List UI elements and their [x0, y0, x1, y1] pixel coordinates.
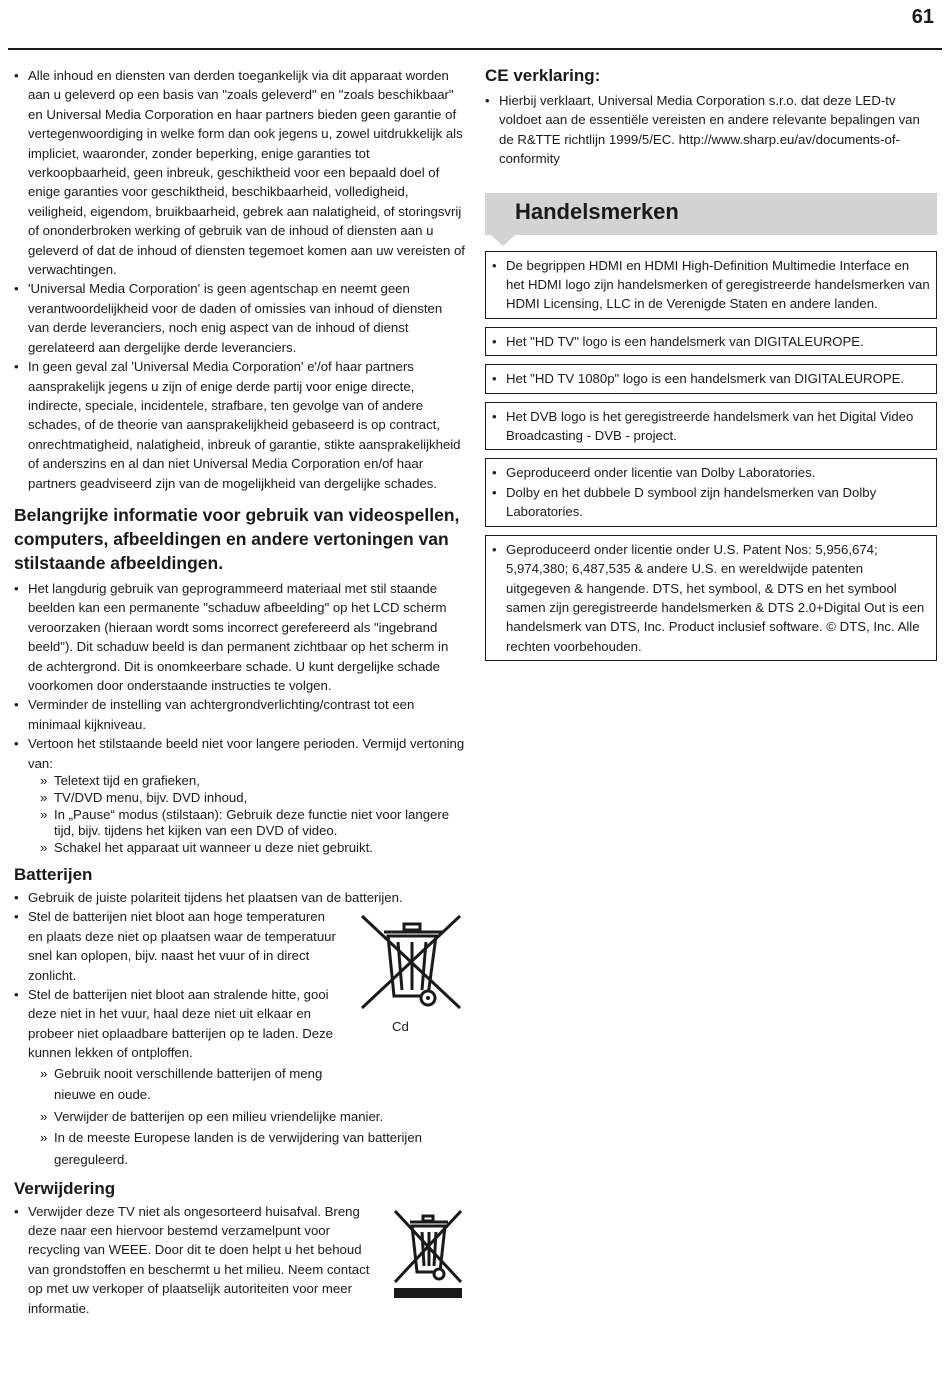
list-item: • Het DVB logo is het geregistreerde handelsmerk van het Digital Video Broadcasting - DVB - project.: [492, 407, 930, 446]
list-item: • Verwijder deze TV niet als ongesorteerd huisafval. Breng deze naar een hiervoor bestemd verzamelpunt voor recycling van WEEE. Door dit te doen helpt u het behoud van grondstoffen en beschermt u het milieu. Neem contact op met uw verkoper of plaatselijk autoriteiten voor meer informatie.: [14, 1202, 373, 1318]
list-item: • Verminder de instelling van achtergrondverlichting/contrast tot een minimaal kijkniveau.: [14, 695, 466, 734]
trademark-box-hdtv1080p: [485, 364, 937, 393]
trademark-box-hdmi: [485, 251, 937, 319]
batteries-heading: Batterijen: [14, 864, 93, 884]
disposal-heading: Verwijdering: [14, 1178, 116, 1198]
batteries-sublist: [14, 1063, 466, 1171]
sub-list-item: » Schakel het apparaat uit wanneer u deze niet gebruikt.: [40, 840, 466, 857]
weee-bin-figure: [392, 1208, 464, 1305]
disposal-section: [14, 1202, 466, 1318]
page-number: 61: [911, 6, 934, 28]
list-item: • In geen geval zal 'Universal Media Corporation' e'/of haar partners aansprakelijk jegens u zijn of enige derde partij voor enige directe, indirecte, speciale, incidentele, strafbare, ten gevolge van of andere schades, of de theorie van aansprakelijkheid gebaseerd is op contract, onrechtmatigheid, nalatigheid, inbreuk of garantie, stikte aansprakelijkheid of anderszins en al dan niet Universal Media Corporation en/of haar partners geadviseerd zijn van de mogelijkheid van dergelijke schades.: [14, 357, 466, 493]
list-item: [14, 734, 466, 773]
trademark-box-dvb: [485, 402, 937, 451]
battery-bin-figure: [358, 912, 464, 1034]
list-item: • Dolby en het dubbele D symbool zijn handelsmerken van Dolby Laboratories.: [492, 483, 930, 522]
list-item: • Het "HD TV 1080p" logo is een handelsmerk van DIGITALEUROPE.: [492, 369, 930, 388]
list-item: • 'Universal Media Corporation' is geen agentschap en neemt geen verantwoordelijkheid voor de daden of omissies van inhoud of diensten van derde leveranciers, noch enig aspect van de inhoud of dienst gerelateerd aan dergelijke derde leveranciers.: [14, 279, 466, 357]
trademarks-banner: [485, 193, 937, 235]
list-item: • Hierbij verklaart, Universal Media Corporation s.r.o. dat deze LED-tv voldoet aan de essentiële vereisten en andere relevante bepalingen van de R&TTE richtlijn 1999/5/EC. http://www.sharp.eu/av/documents-of-conformity: [485, 91, 937, 169]
ce-heading: CE verklaring:: [485, 66, 601, 85]
sub-list-item: » Teletext tijd en grafieken,: [40, 773, 466, 790]
list-item: • Geproduceerd onder licentie van Dolby Laboratories.: [492, 463, 930, 482]
ce-list: [485, 91, 937, 169]
sub-list-item: » TV/DVD menu, bijv. DVD inhoud,: [40, 790, 466, 807]
sub-list-item: » In de meeste Europese landen is de verwijdering van batterijen gereguleerd.: [40, 1127, 434, 1170]
crossed-out-wheelie-bin-icon: [358, 912, 464, 1012]
crossed-out-wheelie-bin-with-bar-icon: [392, 1208, 464, 1300]
trademark-box-hdtv: [485, 327, 937, 356]
banner-pointer: [491, 235, 515, 246]
trademark-box-dts: [485, 535, 937, 661]
list-item: • Geproduceerd onder licentie onder U.S. Patent Nos: 5,956,674; 5,974,380; 6,487,535 & andere U.S. en wereldwijde patenten uitgegeven & hangende. DTS, het symbool, & DTS en het symbool samen zijn geregistreerde handelsmerken & DTS 2.0+Digital Out is een handelsmerk van DTS, Inc. Product inclusief software. © DTS, Inc. Alle rechten voorbehouden.: [492, 540, 930, 656]
games-sublist: [14, 773, 466, 857]
sub-list-item: » Verwijder de batterijen op een milieu vriendelijke manier.: [40, 1106, 466, 1128]
list-item: • Stel de batterijen niet bloot aan stralende hitte, gooi deze niet in het vuur, haal deze niet uit elkaar en probeer niet oplaadbare batterijen op te laden. Deze kunnen lekken of ontploffen.: [14, 985, 338, 1063]
list-item: • Het "HD TV" logo is een handelsmerk van DIGITALEUROPE.: [492, 332, 930, 351]
trademarks-heading: Handelsmerken: [515, 198, 679, 224]
intro-list: [14, 66, 466, 493]
right-column: [485, 66, 937, 669]
games-list: [14, 579, 466, 773]
games-heading: Belangrijke informatie voor gebruik van videospellen, computers, afbeeldingen en andere vertoningen van stilstaande afbeeldingen.: [14, 504, 460, 573]
list-item: • De begrippen HDMI en HDMI High-Definition Multimedie Interface en het HDMI logo zijn handelsmerken of geregistreerde handelsmerken van HDMI Licensing, LLC in de Verenigde Staten en andere landen.: [492, 256, 930, 314]
list-item: • Alle inhoud en diensten van derden toegankelijk via dit apparaat worden aan u geleverd op een basis van "zoals geleverd" en "zoals beschikbaar" en Universal Media Corporation en haar partners bieden geen garantie of vertegenwoordiging in welke form dan ook jegens u, zowel uitdrukkelijk als impliciet, waaronder, zonder beperking, enige garanties tot verkoopbaarheid, geen inbreuk, geschiktheid voor een bepaald doel of enige garanties voor geschiktheid, beschikbaarheid, volledigheid, veiligheid, eigendom, bruikbaarheid, gebrek aan nalatigheid, of storingsvrij of ononderbroken werking of gebruik van de inhoud of diensten aan u geleverd of dat de inhoud of diensten tegemoet komen aan uw vereisten of verwachtingen.: [14, 66, 466, 279]
list-item: • Het langdurig gebruik van geprogrammeerd materiaal met stil staande beelden kan een permanente "schaduw afbeelding" op het LCD scherm veroorzaken (hieraan wordt soms incorrect gerefereerd als "ingebrand beeld"). Dit schaduw beeld is dan permanent zichtbaar op het scherm in de achtergrond. Dit is onomkeerbare schade. U kunt dergelijke schade voorkomen door onderstaande instructies te volgen.: [14, 579, 466, 695]
trademark-box-dolby: [485, 458, 937, 526]
batteries-section: [14, 888, 466, 1171]
list-item-text: Vertoon het stilstaande beeld niet voor langere perioden. Vermijd vertoning van:: [28, 736, 465, 771]
sub-list-item: » In „Pause“ modus (stilstaan): Gebruik deze functie niet voor langere tijd, bijv. tijdens het kijken van een DVD of video.: [40, 807, 466, 841]
sub-list-item: » Gebruik nooit verschillende batterijen of meng nieuwe en oude.: [40, 1063, 334, 1106]
header-rule: [8, 48, 942, 50]
list-item: • Stel de batterijen niet bloot aan hoge temperaturen en plaats deze niet op plaatsen waar de temperatuur snel kan oplopen, bijv. naast het vuur of in direct zonlicht.: [14, 907, 338, 985]
list-item: • Gebruik de juiste polariteit tijdens het plaatsen van de batterijen.: [14, 888, 466, 907]
battery-symbol-label: Cd: [392, 1018, 409, 1034]
left-column: [14, 66, 466, 1318]
